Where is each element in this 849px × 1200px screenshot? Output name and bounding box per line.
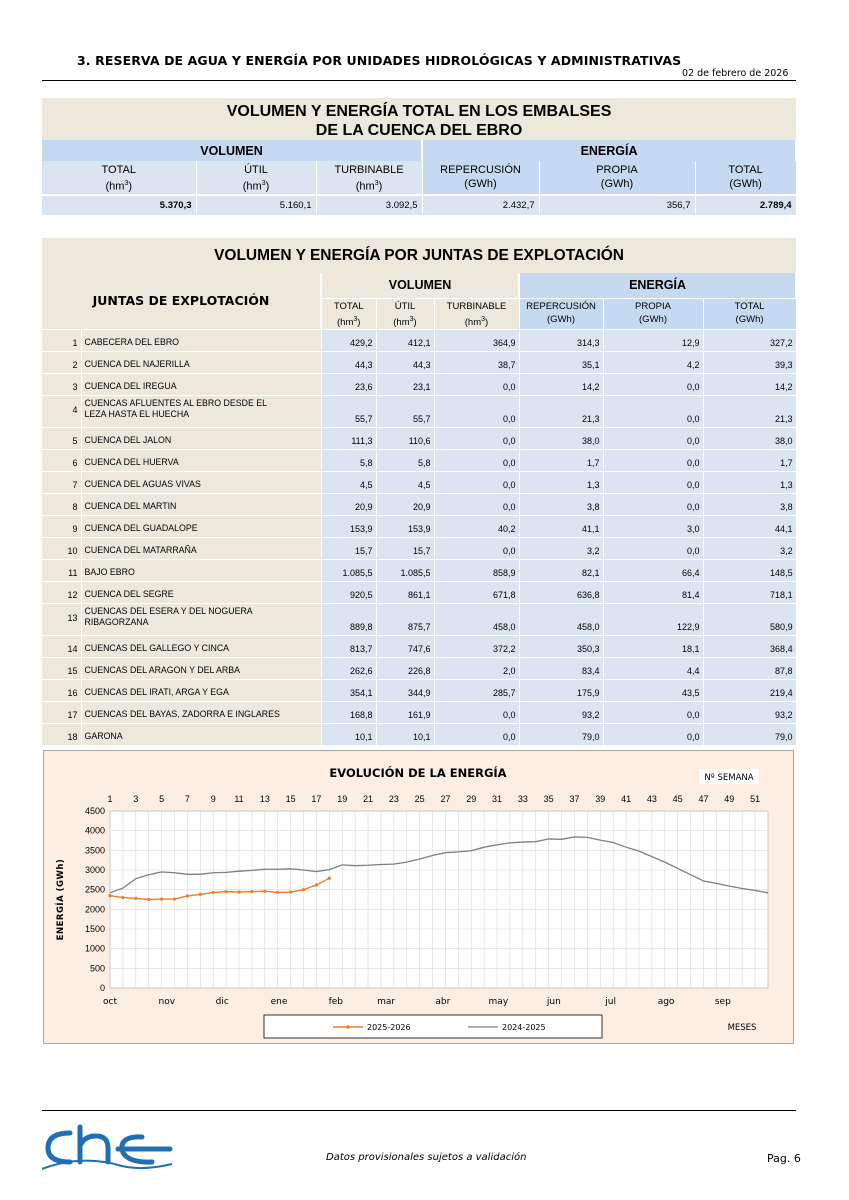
total-col-header xyxy=(42,161,196,195)
cell-value: 458,0 xyxy=(519,603,603,635)
total-title-line2: DE LA CUENCA DEL EBRO xyxy=(315,121,523,139)
cell-value: 83,4 xyxy=(519,657,603,679)
cell-value: 21,3 xyxy=(703,395,796,427)
month-tick-label: sep xyxy=(714,997,731,1007)
junta-name: CUENCA DEL AGUAS VIVAS xyxy=(81,471,321,493)
col-unit: (GWh) xyxy=(600,178,634,190)
cell-value: 38,7 xyxy=(434,351,519,373)
row-index: 7 xyxy=(42,471,81,493)
junta-name: CUENCAS DEL ESERA Y DEL NOGUERA RIBAGORZANA xyxy=(81,603,321,635)
row-index: 15 xyxy=(42,657,81,679)
row-index: 18 xyxy=(42,723,81,745)
table-row xyxy=(42,427,796,449)
month-tick-label: jun xyxy=(546,997,561,1007)
cell-value: 0,0 xyxy=(434,493,519,515)
cell-value: 3,8 xyxy=(703,493,796,515)
cell-value: 35,1 xyxy=(519,351,603,373)
cell-value: 1,3 xyxy=(519,471,603,493)
row-index: 1 xyxy=(42,329,81,351)
row-index: 11 xyxy=(42,559,81,581)
cell-value: 79,0 xyxy=(703,723,796,745)
y-tick-label: 1000 xyxy=(84,943,105,954)
month-tick-label: ago xyxy=(657,997,675,1007)
col-name: TURBINABLE xyxy=(334,164,404,176)
cell-value: 81,4 xyxy=(603,581,703,603)
cell-value: 153,9 xyxy=(376,515,434,537)
total-value: 5.370,3 xyxy=(42,195,196,215)
cell-value: 23,1 xyxy=(376,373,434,395)
total-value: 5.160,1 xyxy=(196,195,316,215)
x-axis-label: MESES xyxy=(727,1023,757,1033)
week-tick-label: 1 xyxy=(107,794,113,804)
cell-value: 14,2 xyxy=(703,373,796,395)
cell-value: 1,3 xyxy=(703,471,796,493)
table-row xyxy=(42,395,796,427)
cell-value: 3,2 xyxy=(519,537,603,559)
row-index: 8 xyxy=(42,493,81,515)
cell-value: 412,1 xyxy=(376,329,434,351)
cell-value: 5,8 xyxy=(321,449,376,471)
series-point xyxy=(289,890,292,893)
plot-area xyxy=(110,811,768,988)
cell-value: 1.085,5 xyxy=(376,559,434,581)
week-tick-label: 7 xyxy=(184,794,190,804)
legend-label: 2024-2025 xyxy=(502,1023,546,1032)
cell-value: 122,9 xyxy=(603,603,703,635)
junta-name: CUENCA DEL GUADALOPE xyxy=(81,515,321,537)
week-tick-label: 15 xyxy=(285,794,296,804)
cell-value: 0,0 xyxy=(603,537,703,559)
energy-chart-svg xyxy=(44,751,795,1045)
row-index: 9 xyxy=(42,515,81,537)
series-point xyxy=(186,894,189,897)
juntas-energia-header: ENERGÍA xyxy=(519,273,796,298)
cell-value: 368,4 xyxy=(703,635,796,657)
cell-value: 226,8 xyxy=(376,657,434,679)
week-tick-label: 25 xyxy=(414,794,425,804)
series-point xyxy=(134,897,137,900)
junta-name: CUENCAS DEL BAYAS, ZADORRA E INGLARES xyxy=(81,701,321,723)
col-name: ÚTIL xyxy=(394,300,416,312)
month-tick-label: nov xyxy=(158,997,176,1007)
cell-value: 813,7 xyxy=(321,635,376,657)
cell-value: 861,1 xyxy=(376,581,434,603)
footer-divider xyxy=(42,1110,796,1111)
cell-value: 4,2 xyxy=(603,351,703,373)
cell-value: 40,2 xyxy=(434,515,519,537)
cell-value: 20,9 xyxy=(376,493,434,515)
week-tick-label: 43 xyxy=(646,794,657,804)
row-index: 16 xyxy=(42,679,81,701)
table-row xyxy=(42,603,796,635)
cell-value: 0,0 xyxy=(434,373,519,395)
cell-value: 79,0 xyxy=(519,723,603,745)
header-divider xyxy=(42,80,796,81)
cell-value: 23,6 xyxy=(321,373,376,395)
col-name: REPERCUSIÓN xyxy=(526,300,596,312)
week-tick-label: 11 xyxy=(234,794,244,804)
week-tick-label: 31 xyxy=(492,794,503,804)
table-row xyxy=(42,559,796,581)
junta-name: CUENCAS DEL GALLEGO Y CINCA xyxy=(81,635,321,657)
cell-value: 3,2 xyxy=(703,537,796,559)
y-tick-label: 2500 xyxy=(84,884,105,895)
table-row xyxy=(42,581,796,603)
y-tick-label: 1500 xyxy=(84,924,105,934)
table-row xyxy=(42,515,796,537)
junta-name: CUENCA DEL IREGUA xyxy=(81,373,321,395)
week-tick-label: 13 xyxy=(259,794,270,804)
row-index: 3 xyxy=(42,373,81,395)
month-tick-label: mar xyxy=(377,997,396,1007)
cell-value: 10,1 xyxy=(321,723,376,745)
cell-value: 0,0 xyxy=(603,449,703,471)
week-tick-label: 49 xyxy=(724,794,735,804)
y-axis-label: ENERGÍA (GWh) xyxy=(56,858,66,941)
table-row xyxy=(42,679,796,701)
cell-value: 671,8 xyxy=(434,581,519,603)
legend-box xyxy=(264,1015,602,1038)
cell-value: 350,3 xyxy=(519,635,603,657)
week-tick-label: 5 xyxy=(159,794,165,804)
week-tick-label: 19 xyxy=(337,794,348,804)
col-name: TURBINABLE xyxy=(446,300,507,312)
week-tick-label: 17 xyxy=(311,794,322,804)
cell-value: 747,6 xyxy=(376,635,434,657)
y-tick-label: 4500 xyxy=(84,806,105,816)
row-index: 5 xyxy=(42,427,81,449)
y-tick-label: 3500 xyxy=(84,845,105,856)
cell-value: 148,5 xyxy=(703,559,796,581)
total-value: 2.789,4 xyxy=(695,195,796,215)
cell-value: 20,9 xyxy=(321,493,376,515)
table-row xyxy=(42,701,796,723)
cell-value: 354,1 xyxy=(321,679,376,701)
juntas-col-header xyxy=(703,298,796,329)
table-row xyxy=(42,635,796,657)
series-point xyxy=(250,890,253,893)
total-col-header xyxy=(316,161,422,195)
col-unit: $(hm^3)$ xyxy=(337,315,361,328)
month-tick-label: feb xyxy=(328,997,343,1007)
junta-name: CUENCA DEL JALON xyxy=(81,427,321,449)
series-point xyxy=(263,890,266,893)
row-index: 6 xyxy=(42,449,81,471)
month-tick-label: jul xyxy=(605,997,616,1007)
month-tick-label: may xyxy=(488,997,509,1007)
month-tick-label: oct xyxy=(103,997,117,1007)
table-row xyxy=(42,329,796,351)
cell-value: 4,4 xyxy=(603,657,703,679)
cell-value: 0,0 xyxy=(603,701,703,723)
table-row xyxy=(42,493,796,515)
col-unit: (GWh) xyxy=(729,178,762,190)
cell-value: 110,6 xyxy=(376,427,434,449)
volumen-header: VOLUMEN xyxy=(42,140,422,161)
cell-value: 87,8 xyxy=(703,657,796,679)
cell-value: 93,2 xyxy=(519,701,603,723)
row-index: 2 xyxy=(42,351,81,373)
cell-value: 875,7 xyxy=(376,603,434,635)
juntas-col-header xyxy=(519,298,603,329)
series-point xyxy=(121,896,124,899)
total-value: 3.092,5 xyxy=(316,195,422,215)
row-index: 4 xyxy=(42,395,81,427)
report-date: 02 de febrero de 2026 xyxy=(682,68,789,79)
week-tick-label: 3 xyxy=(133,794,139,804)
cell-value: 262,6 xyxy=(321,657,376,679)
col-unit: (GWh) xyxy=(735,313,764,325)
cell-value: 0,0 xyxy=(434,537,519,559)
cell-value: 43,5 xyxy=(603,679,703,701)
series-point xyxy=(160,898,163,901)
provisional-note: Datos provisionales sujetos a validación xyxy=(326,1152,527,1163)
y-tick-label: 3000 xyxy=(84,865,105,875)
week-tick-label: 51 xyxy=(750,794,761,804)
cell-value: 0,0 xyxy=(603,427,703,449)
total-col-header xyxy=(422,161,539,195)
cell-value: 55,7 xyxy=(321,395,376,427)
cell-value: 0,0 xyxy=(434,723,519,745)
junta-name: CABECERA DEL EBRO xyxy=(81,329,321,351)
cell-value: 0,0 xyxy=(603,723,703,745)
col-name: ÚTIL xyxy=(244,164,268,176)
row-index: 14 xyxy=(42,635,81,657)
juntas-volumen-header: VOLUMEN xyxy=(321,273,519,298)
row-index: 13 xyxy=(42,603,81,635)
cell-value: 718,1 xyxy=(703,581,796,603)
junta-name: BAJO EBRO xyxy=(81,559,321,581)
col-unit: $(hm^3)$ xyxy=(464,315,489,328)
junta-name: CUENCA DEL SEGRE xyxy=(81,581,321,603)
total-table-title xyxy=(42,98,796,140)
series-point xyxy=(147,898,150,901)
juntas-header: JUNTAS DE EXPLOTACIÓN xyxy=(42,273,321,329)
page-number: Pag. 6 xyxy=(767,1152,801,1165)
y-tick-label: 2000 xyxy=(84,904,105,915)
legend-marker xyxy=(346,1025,350,1029)
total-table xyxy=(42,98,797,215)
month-tick-label: dic xyxy=(215,997,229,1007)
cell-value: 41,1 xyxy=(519,515,603,537)
cell-value: 38,0 xyxy=(519,427,603,449)
total-value: 356,7 xyxy=(539,195,695,215)
cell-value: 168,8 xyxy=(321,701,376,723)
month-tick-label: abr xyxy=(435,997,451,1007)
series-point xyxy=(315,883,318,886)
cell-value: 0,0 xyxy=(434,471,519,493)
cell-value: 15,7 xyxy=(321,537,376,559)
row-index: 17 xyxy=(42,701,81,723)
cell-value: 153,9 xyxy=(321,515,376,537)
cell-value: 14,2 xyxy=(519,373,603,395)
cell-value: 5,8 xyxy=(376,449,434,471)
week-tick-label: 21 xyxy=(363,794,374,804)
y-tick-label: 0 xyxy=(99,983,105,993)
month-tick-label: ene xyxy=(270,997,288,1007)
week-tick-label: 23 xyxy=(388,794,399,804)
junta-name: GARONA xyxy=(81,723,321,745)
junta-name: CUENCA DEL MARTIN xyxy=(81,493,321,515)
col-unit: $(hm^3)$ xyxy=(355,180,383,193)
cell-value: 0,0 xyxy=(603,493,703,515)
cell-value: 219,4 xyxy=(703,679,796,701)
week-tick-label: 39 xyxy=(595,794,606,804)
cell-value: 18,1 xyxy=(603,635,703,657)
energy-chart xyxy=(43,750,794,1044)
junta-name: CUENCA DEL HUERVA xyxy=(81,449,321,471)
col-unit: (GWh) xyxy=(639,313,667,325)
week-tick-label: 29 xyxy=(466,794,477,804)
cell-value: 920,5 xyxy=(321,581,376,603)
cell-value: 3,8 xyxy=(519,493,603,515)
cell-value: 458,0 xyxy=(434,603,519,635)
y-tick-label: 500 xyxy=(89,963,105,974)
cell-value: 93,2 xyxy=(703,701,796,723)
cell-value: 3,0 xyxy=(603,515,703,537)
col-name: TOTAL xyxy=(734,300,765,312)
che-logo xyxy=(42,1124,177,1174)
total-col-header xyxy=(196,161,316,195)
section-title: 3. RESERVA DE AGUA Y ENERGÍA POR UNIDADES HIDROLÓGICAS Y ADMINISTRATIVAS xyxy=(77,53,682,68)
cell-value: 21,3 xyxy=(519,395,603,427)
cell-value: 0,0 xyxy=(603,373,703,395)
table-row xyxy=(42,657,796,679)
cell-value: 0,0 xyxy=(434,427,519,449)
juntas-table xyxy=(42,238,797,745)
y-tick-label: 4000 xyxy=(84,825,105,836)
cell-value: 636,8 xyxy=(519,581,603,603)
row-index: 12 xyxy=(42,581,81,603)
table-row xyxy=(42,449,796,471)
series-point xyxy=(276,891,279,894)
legend-label: 2025-2026 xyxy=(367,1023,411,1032)
cell-value: 0,0 xyxy=(434,449,519,471)
total-value: 2.432,7 xyxy=(422,195,539,215)
series-point xyxy=(108,894,111,897)
cell-value: 285,7 xyxy=(434,679,519,701)
cell-value: 4,5 xyxy=(376,471,434,493)
col-name: PROPIA xyxy=(635,300,671,312)
cell-value: 82,1 xyxy=(519,559,603,581)
series-point xyxy=(328,877,331,880)
junta-name: CUENCAS DEL IRATI, ARGA Y EGA xyxy=(81,679,321,701)
week-tick-label: 41 xyxy=(621,794,632,804)
juntas-col-header xyxy=(321,298,376,329)
table-row xyxy=(42,723,796,745)
chart-title: EVOLUCIÓN DE LA ENERGÍA xyxy=(329,766,507,780)
cell-value: 1,7 xyxy=(519,449,603,471)
cell-value: 39,3 xyxy=(703,351,796,373)
week-tick-label: 45 xyxy=(672,794,683,804)
cell-value: 0,0 xyxy=(434,701,519,723)
total-col-header xyxy=(539,161,695,195)
col-name: PROPIA xyxy=(596,164,638,176)
col-unit: $(hm^3)$ xyxy=(242,180,270,193)
cell-value: 364,9 xyxy=(434,329,519,351)
cell-value: 175,9 xyxy=(519,679,603,701)
junta-name: CUENCAS DEL ARAGON Y DEL ARBA xyxy=(81,657,321,679)
cell-value: 44,3 xyxy=(321,351,376,373)
series-point xyxy=(212,891,215,894)
cell-value: 429,2 xyxy=(321,329,376,351)
junta-name: CUENCA DEL NAJERILLA xyxy=(81,351,321,373)
cell-value: 2,0 xyxy=(434,657,519,679)
series-point xyxy=(173,898,176,901)
cell-value: 4,5 xyxy=(321,471,376,493)
col-name: TOTAL xyxy=(101,164,136,176)
table-row xyxy=(42,537,796,559)
cell-value: 889,8 xyxy=(321,603,376,635)
series-point xyxy=(225,890,228,893)
cell-value: 858,9 xyxy=(434,559,519,581)
cell-value: 12,9 xyxy=(603,329,703,351)
cell-value: 55,7 xyxy=(376,395,434,427)
series-point xyxy=(237,890,240,893)
week-tick-label: 37 xyxy=(569,794,580,804)
juntas-table-title: VOLUMEN Y ENERGÍA POR JUNTAS DE EXPLOTACIÓN xyxy=(42,238,796,273)
week-tick-label: 35 xyxy=(543,794,554,804)
juntas-col-header xyxy=(376,298,434,329)
table-row xyxy=(42,471,796,493)
col-name: TOTAL xyxy=(333,300,364,312)
table-row xyxy=(42,373,796,395)
cell-value: 372,2 xyxy=(434,635,519,657)
juntas-col-header xyxy=(603,298,703,329)
table-row xyxy=(42,351,796,373)
juntas-col-header xyxy=(434,298,519,329)
cell-value: 344,9 xyxy=(376,679,434,701)
cell-value: 44,1 xyxy=(703,515,796,537)
cell-value: 327,2 xyxy=(703,329,796,351)
cell-value: 44,3 xyxy=(376,351,434,373)
col-unit: $(hm^3)$ xyxy=(393,315,417,328)
col-unit: (GWh) xyxy=(464,178,497,190)
cell-value: 10,1 xyxy=(376,723,434,745)
junta-name: CUENCAS AFLUENTES AL EBRO DESDE EL LEZA HASTA EL HUECHA xyxy=(81,395,321,427)
junta-name: CUENCA DEL MATARRAÑA xyxy=(81,537,321,559)
week-axis-label: Nº SEMANA xyxy=(704,773,754,783)
col-name: REPERCUSIÓN xyxy=(440,164,521,176)
cell-value: 161,9 xyxy=(376,701,434,723)
col-unit: $(hm^3)$ xyxy=(105,180,133,193)
week-tick-label: 9 xyxy=(210,794,216,804)
week-tick-label: 47 xyxy=(698,794,709,804)
col-name: TOTAL xyxy=(728,164,763,176)
total-title-line1: VOLUMEN Y ENERGÍA TOTAL EN LOS EMBALSES xyxy=(226,102,612,120)
cell-value: 66,4 xyxy=(603,559,703,581)
cell-value: 0,0 xyxy=(603,471,703,493)
row-index: 10 xyxy=(42,537,81,559)
cell-value: 1.085,5 xyxy=(321,559,376,581)
col-unit: (GWh) xyxy=(547,313,575,325)
cell-value: 0,0 xyxy=(434,395,519,427)
cell-value: 580,9 xyxy=(703,603,796,635)
cell-value: 314,3 xyxy=(519,329,603,351)
week-tick-label: 33 xyxy=(517,794,528,804)
series-point xyxy=(302,888,305,891)
week-tick-label: 27 xyxy=(440,794,451,804)
cell-value: 111,3 xyxy=(321,427,376,449)
cell-value: 0,0 xyxy=(603,395,703,427)
total-col-header xyxy=(695,161,796,195)
cell-value: 15,7 xyxy=(376,537,434,559)
series-point xyxy=(199,893,202,896)
cell-value: 1,7 xyxy=(703,449,796,471)
cell-value: 38,0 xyxy=(703,427,796,449)
energia-header: ENERGÍA xyxy=(422,140,796,161)
